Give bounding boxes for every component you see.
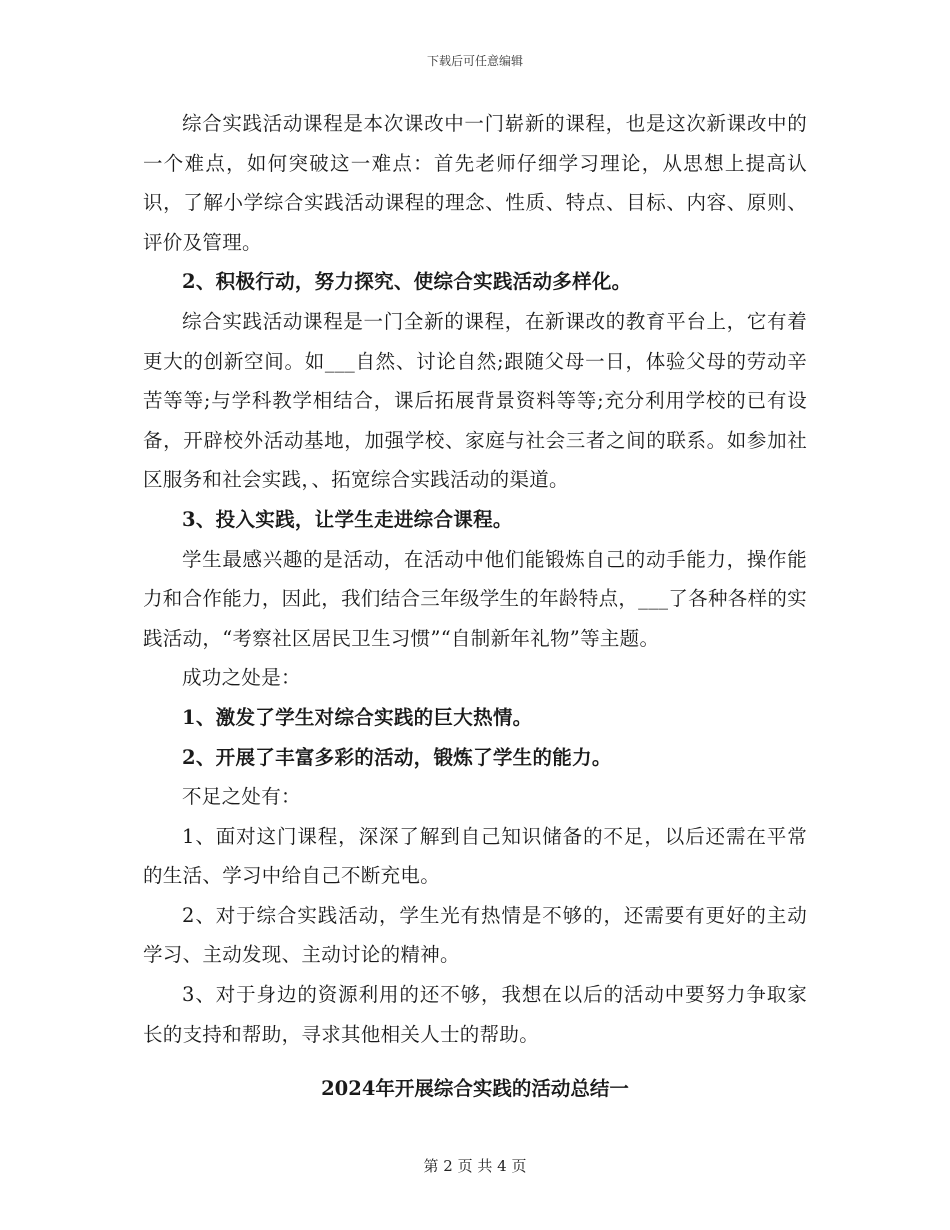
success-label: 成功之处是： xyxy=(182,666,301,690)
next-section-title: 2024年开展综合实践的活动总结一 xyxy=(321,1077,629,1101)
paragraph-intro: 综合实践活动课程是本次课改中一门崭新的课程，也是这次新课改中的一个难点，如何突破这一难点：首先老师仔细学习理论，从思想上提高认识，了解小学综合实践活动课程的理念、性质、特点、目标、内容、原则、评价及管理。 xyxy=(143,112,807,254)
document-body xyxy=(143,104,807,1109)
success-item-1: 1、激发了学生对综合实践的巨大热情。 xyxy=(182,705,533,729)
shortcoming-item-1: 1、面对这门课程，深深了解到自己知识储备的不足，以后还需在平常的生活、学习中给自己不断充电。 xyxy=(143,824,807,888)
shortcoming-item-3: 3、对于身边的资源利用的还不够，我想在以后的活动中要努力争取家长的支持和帮助，寻求其他相关人士的帮助。 xyxy=(143,983,807,1046)
page-header-note: 下载后可任意编辑 xyxy=(426,54,523,68)
section-heading-3: 3、投入实践，让学生走进综合课程。 xyxy=(182,507,513,531)
success-item-2: 2、开展了丰富多彩的活动，锻炼了学生的能力。 xyxy=(182,745,612,769)
shortcoming-item-2: 2、对于综合实践活动，学生光有热情是不够的，还需要有更好的主动学习、主动发现、主动讨论的精神。 xyxy=(143,903,807,967)
section-heading-2: 2、积极行动，努力探究、使综合实践活动多样化。 xyxy=(182,270,632,294)
page-number: 第 2 页 共 4 页 xyxy=(423,1157,527,1175)
paragraph-section-3: 学生最感兴趣的是活动，在活动中他们能锻炼自己的动手能力，操作能力和合作能力，因此，我们结合三年级学生的年龄特点，___了各种各样的实践活动，“考察社区居民卫生习惯”“自制新年礼物”等主题。 xyxy=(143,547,807,650)
shortcoming-label: 不足之处有： xyxy=(182,785,301,809)
paragraph-section-2: 综合实践活动课程是一门全新的课程，在新课改的教育平台上，它有着更大的创新空间。如___自然、讨论自然;跟随父母一日，体验父母的劳动辛苦等等;与学科教学相结合，课后拓展背景资料等等;充分利用学校的已有设备，开辟校外活动基地，加强学校、家庭与社会三者之间的联系。如参加社区服务和社会实践，、拓宽综合实践活动的渠道。 xyxy=(143,309,807,492)
